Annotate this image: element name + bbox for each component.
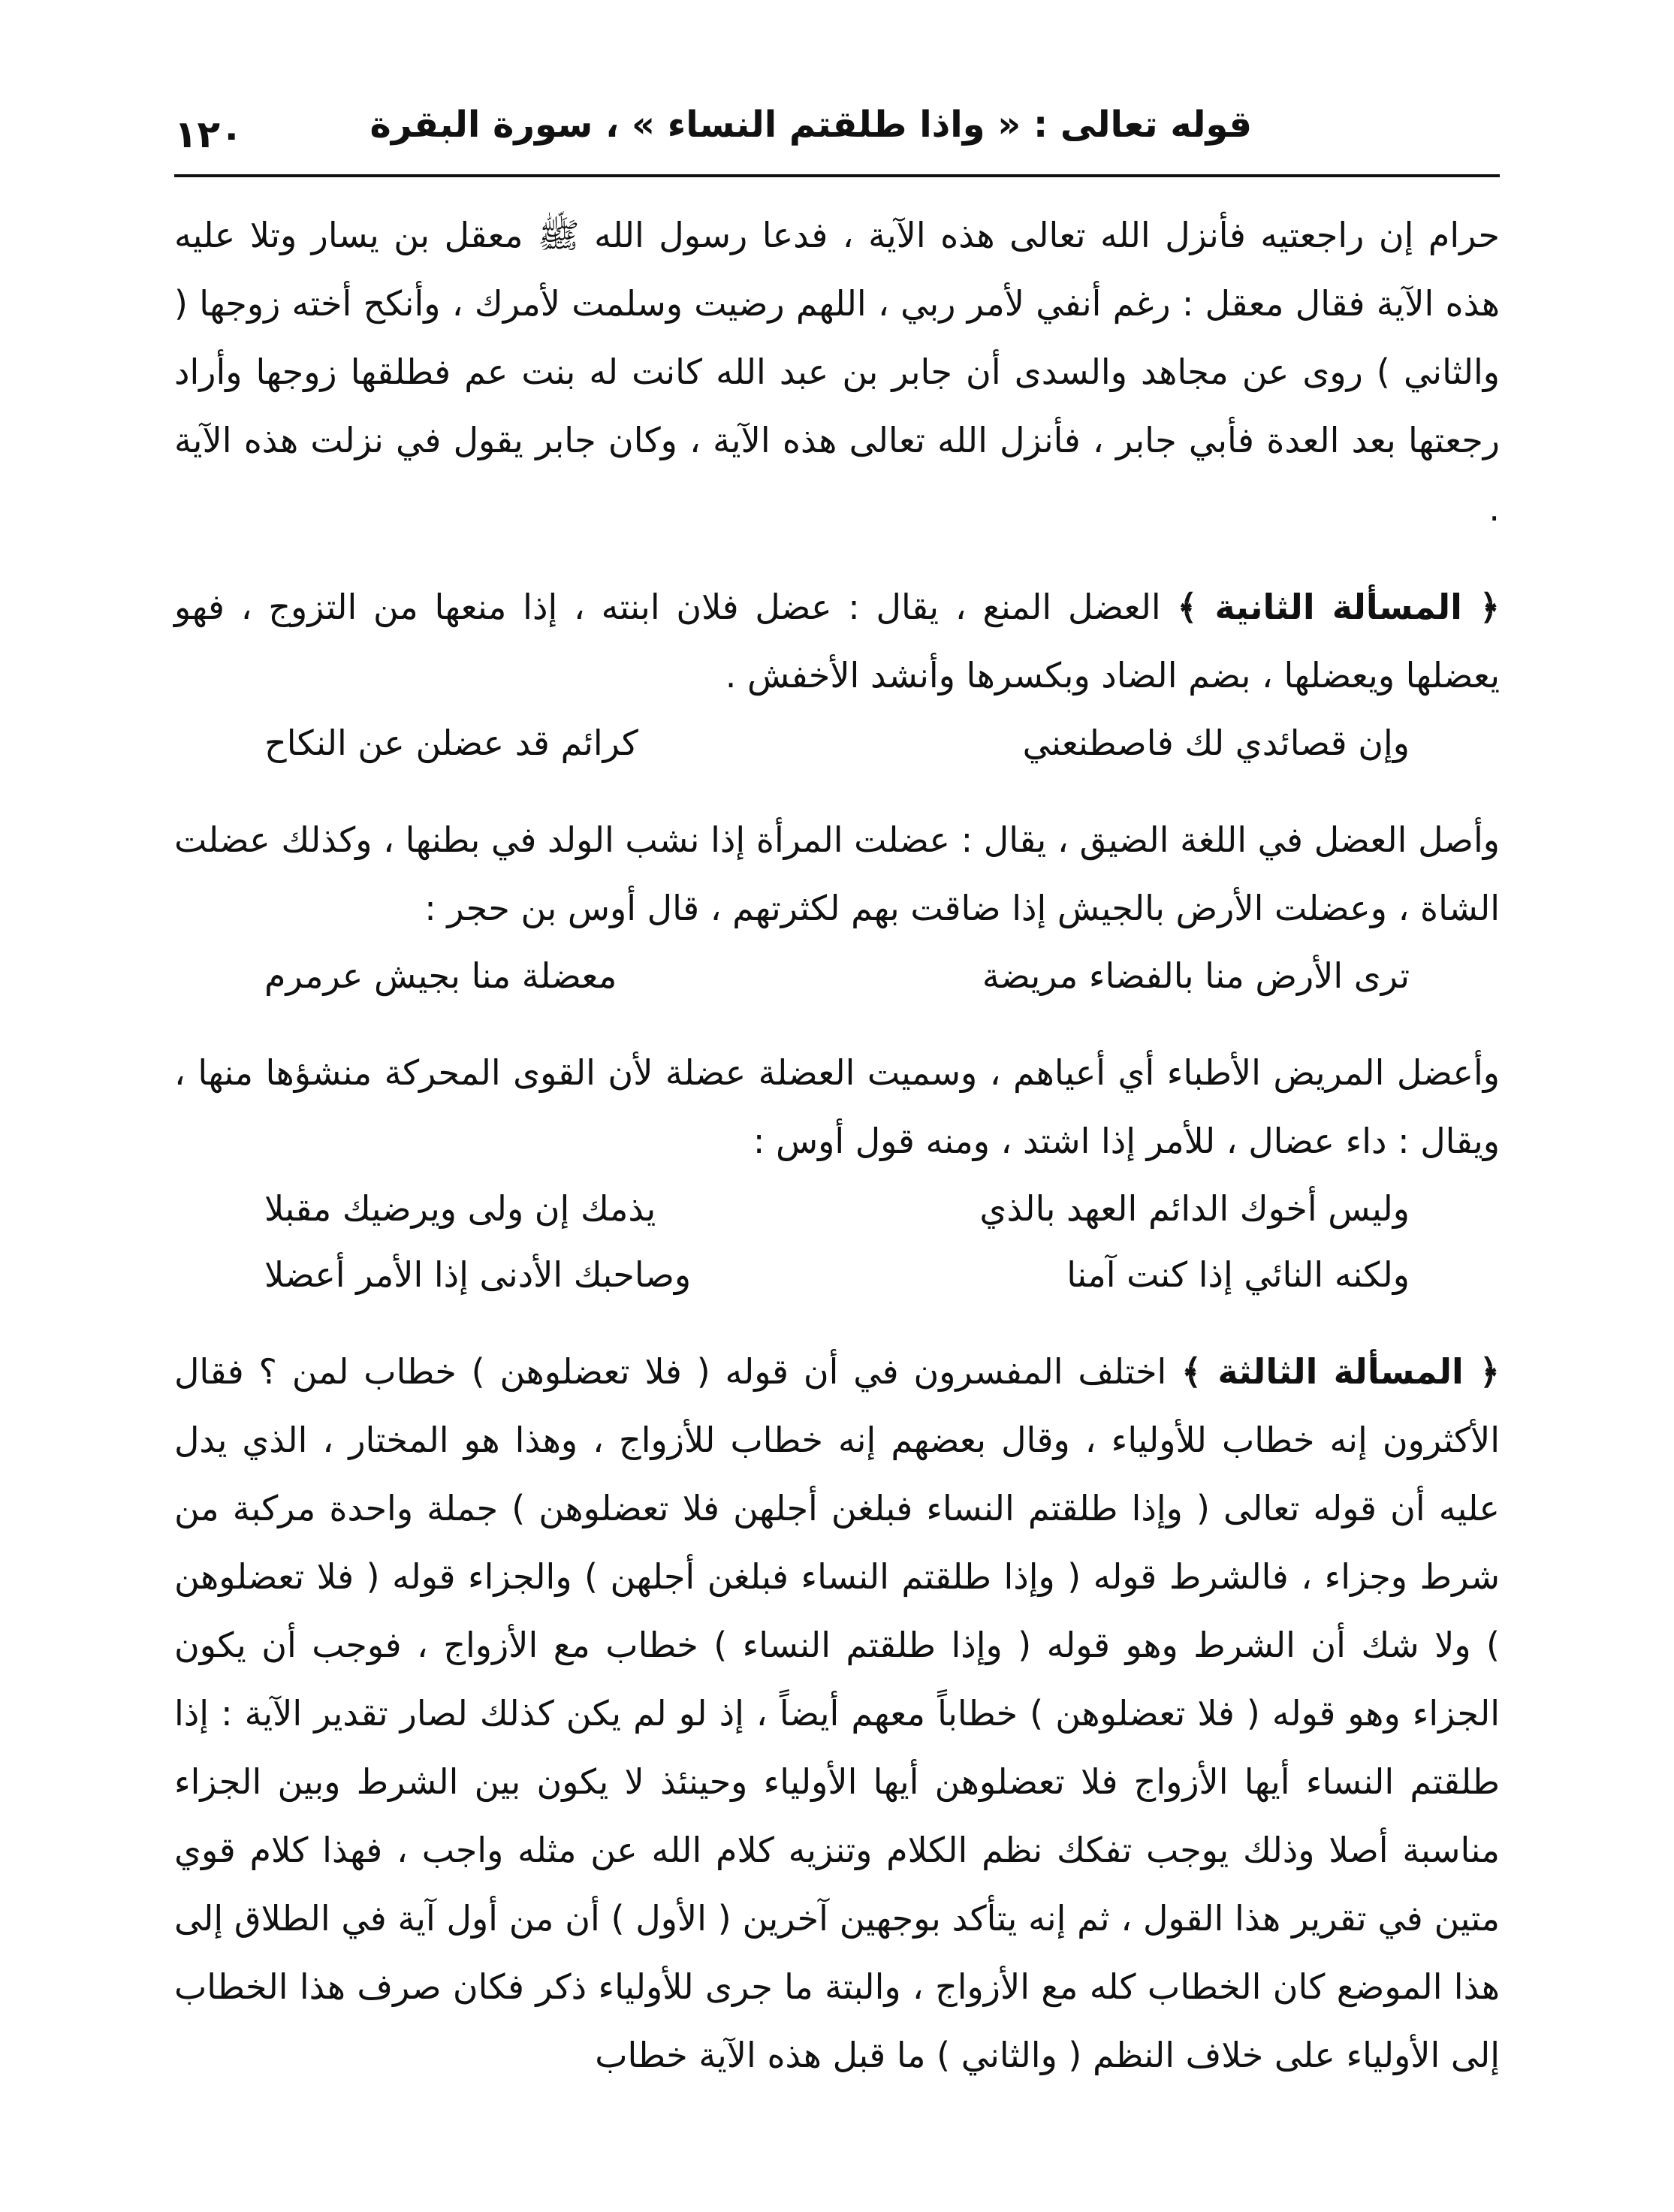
verse-4-first-hemistich: ولكنه النائي إذا كنت آمنا: [1066, 1254, 1410, 1295]
page-header: [174, 98, 1500, 169]
paragraph-1: حرام إن راجعتيه فأنزل الله تعالى هذه الآية ، فدعا رسول الله ﷺ معقل بن يسار وتلا عليه هذه الآية فقال معقل : رغم أنفي لأمر ربي ، اللهم رضيت وسلمت لأمرك ، وأنكح أخته زوجها ( والثاني ) روى عن مجاهد والسدى أن جابر بن عبد الله كانت له بنت عم فطلقها زوجها وأراد رجعتها بعد العدة فأبي جابر ، فأنزل الله تعالى هذه الآية ، وكان جابر يقول في نزلت هذه الآية .: [174, 215, 1500, 529]
page-number: ١٢٠: [174, 113, 243, 156]
page-body: [174, 201, 1500, 2090]
section-heading-2: ﴿ المسألة الثانية ﴾: [1177, 587, 1500, 627]
verse-4-second-hemistich: وصاحبك الأدنى إذا الأمر أعضلا: [264, 1254, 692, 1295]
verse-3-first-hemistich: وليس أخوك الدائم العهد بالذي: [979, 1188, 1410, 1229]
paragraph-2: [174, 573, 1500, 710]
verse-line-1: [174, 710, 1500, 776]
verse-2-first-hemistich: ترى الأرض منا بالفضاء مريضة: [982, 955, 1410, 996]
verse-line-4: [174, 1242, 1500, 1308]
paragraph-4: وأعضل المريض الأطباء أي أعياهم ، وسميت العضلة عضلة لأن القوى المحركة منشؤها منها ، ويقال : داء عضال ، للأمر إذا اشتد ، ومنه قول أوس :: [174, 1052, 1500, 1161]
verse-line-3: [174, 1175, 1500, 1242]
verse-3-second-hemistich: يذمك إن ولى ويرضيك مقبلا: [264, 1188, 656, 1229]
paragraph-5-body: اختلف المفسرون في أن قوله ( فلا تعضلوهن ) خطاب لمن ؟ فقال الأكثرون إنه خطاب للأولياء ، وقال بعضهم إنه خطاب للأزواج ، وهذا هو المختار ، الذي يدل عليه أن قوله تعالى ( وإذا طلقتم النساء فبلغن أجلهن فلا تعضلوهن ) جملة واحدة مركبة من شرط وجزاء ، فالشرط قوله ( وإذا طلقتم النساء فبلغن أجلهن ) والجزاء قوله ( فلا تعضلوهن ) ولا شك أن الشرط وهو قوله ( وإذا طلقتم النساء ) خطاب مع الأزواج ، فوجب أن يكون الجزاء وهو قوله ( فلا تعضلوهن ) خطاباً معهم أيضاً ، إذ لو لم يكن كذلك لصار تقدير الآية : إذا طلقتم النساء أيها الأزواج فلا تعضلوهن أيها الأولياء وحينئذ لا يكون بين الشرط وبين الجزاء مناسبة أصلا وذلك يوجب تفكك نظم الكلام وتنزيه كلام الله عن مثله واجب ، فهذا كلام قوي متين في تقرير هذا القول ، ثم إنه يتأكد بوجهين آخرين ( الأول ) أن من أول آية في الطلاق إلى هذا الموضع كان الخطاب كله مع الأزواج ، والبتة ما جرى للأولياء ذكر فكان صرف هذا الخطاب إلى الأولياء على خلاف النظم ( والثاني ) ما قبل هذه الآية خطاب: [174, 1351, 1500, 2075]
verse-2-second-hemistich: معضلة منا بجيش عرمرم: [264, 955, 617, 996]
header-divider: [174, 174, 1500, 177]
verse-line-2: [174, 943, 1500, 1009]
section-heading-3: ﴿ المسألة الثالثة ﴾: [1181, 1351, 1500, 1392]
running-title: قوله تعالى : « واذا طلقتم النساء » ، سورة البقرة: [369, 104, 1252, 146]
verse-1-first-hemistich: وإن قصائدي لك فاصطنعني: [1022, 723, 1410, 763]
paragraph-3: وأصل العضل في اللغة الضيق ، يقال : عضلت المرأة إذا نشب الولد في بطنها ، وكذلك عضلت الشاة ، وعضلت الأرض بالجيش إذا ضاقت بهم لكثرتهم ، قال أوس بن حجر :: [174, 819, 1500, 928]
verse-1-second-hemistich: كرائم قد عضلن عن النكاح: [264, 723, 638, 763]
paragraph-5: [174, 1338, 1500, 2090]
paragraph-2-body: العضل المنع ، يقال : عضل فلان ابنته ، إذا منعها من التزوج ، فهو يعضلها ويعضلها ، بضم الضاد وبكسرها وأنشد الأخفش .: [174, 587, 1500, 696]
